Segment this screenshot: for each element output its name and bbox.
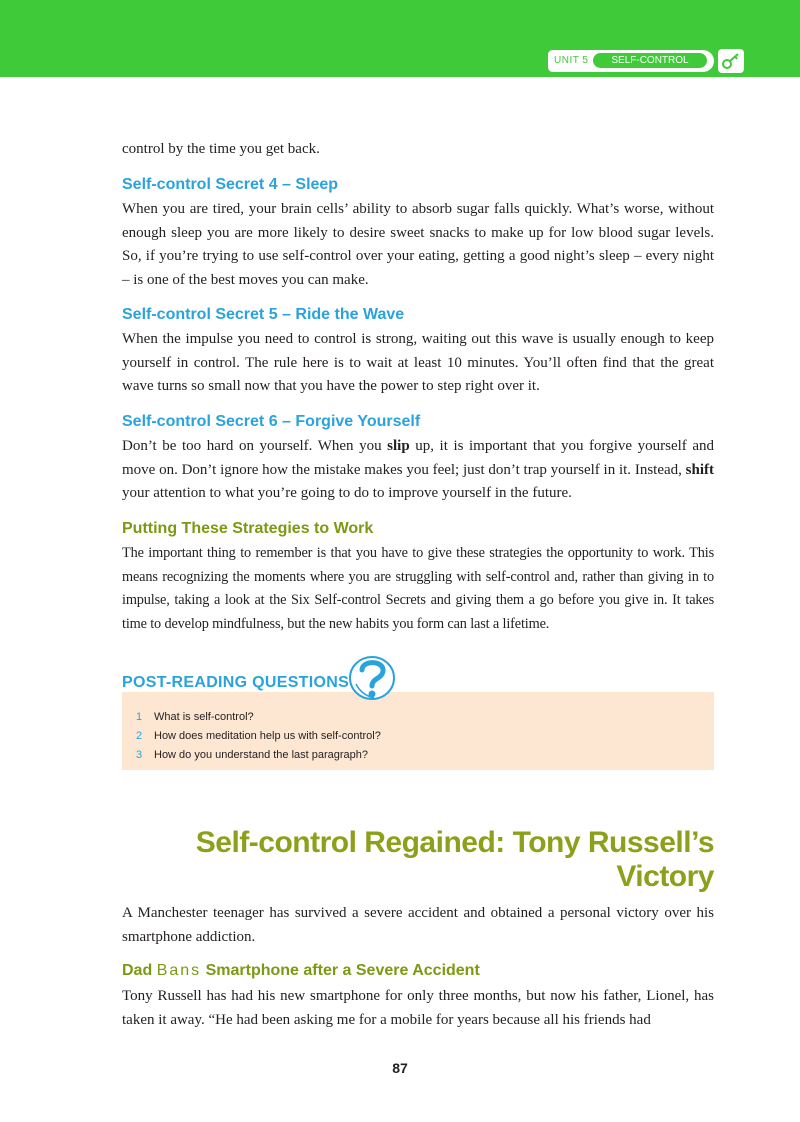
article-intro: A Manchester teenager has survived a severe accident and obtained a personal victory over his smartphone addiction. xyxy=(122,905,714,945)
unit-tab xyxy=(548,50,714,72)
subheading-part-3: Smartphone after a Severe Accident xyxy=(205,962,480,979)
secret-6-bold-shift: shift xyxy=(685,461,714,478)
secret-6-body-1: Don’t be too hard on yourself. When you xyxy=(122,438,388,454)
unit-title: SELF-CONTROL xyxy=(593,53,707,68)
subheading-part-2: Bans xyxy=(156,962,202,979)
question-1: 1 What is self-control? xyxy=(136,711,254,723)
key-badge xyxy=(718,49,744,73)
secret-6-heading-post: Yourself xyxy=(353,413,421,430)
article-body: Tony Russell has had his new smartphone for only three months, but now his father, Lionel, has taken it away. “He had been asking me for a mobile for years because all his friends had xyxy=(122,988,714,1028)
post-reading-box xyxy=(122,692,714,770)
secret-5-heading: Self-control Secret 5 – Ride the Wave xyxy=(122,306,405,323)
post-reading-title: POST-READING QUESTIONS xyxy=(122,674,350,691)
secret-6-heading-pre: Self-control Secret 6 – xyxy=(122,413,296,430)
subheading-part-1: Dad xyxy=(122,962,153,979)
strategies-heading: Putting These Strategies to Work xyxy=(122,520,374,537)
secret-6-heading xyxy=(122,413,420,431)
article-subheading xyxy=(122,962,480,980)
secret-5-body: When the impulse you need to control is strong, waiting out this wave is usually enough to keep yourself in control. The rule here is to wait at least 10 minutes. You’ll often find that the great wave turns so small now that you have the power to step right over it. xyxy=(122,331,714,394)
secret-6-heading-bold: Forgive xyxy=(295,413,354,430)
article-title: Self-control Regained: Tony Russell’s Victory xyxy=(195,826,714,893)
secret-6-body xyxy=(122,435,714,506)
question-2: 2 How does meditation help us with self-control? xyxy=(136,730,381,742)
key-icon xyxy=(721,52,741,70)
secret-6-bold-slip: slip xyxy=(387,438,410,454)
page-number: 87 xyxy=(392,1060,408,1076)
secret-4-body: When you are tired, your brain cells’ ability to absorb sugar falls quickly. What’s worse, without enough sleep you are more likely to desire sweet snacks to make up for low blood sugar levels. So, if you’re trying to use self-control over your eating, getting a good night’s sleep – every night – is one of the best moves you can make. xyxy=(122,201,714,288)
secret-4-heading: Self-control Secret 4 – Sleep xyxy=(122,176,339,193)
strategies-body: The important thing to remember is that you have to give these strategies the opportunity to work. This means recognizing the moments where you are struggling with self-control and, rather than giving in to impulse, taking a look at the Six Self-control Secrets and giving them a go before you give in. It takes time to develop mindfulness, but the new habits you form can last a lifetime. xyxy=(122,545,714,632)
unit-label: UNIT 5 xyxy=(554,55,589,66)
question-mark-icon xyxy=(348,654,398,702)
intro-fragment: control by the time you get back. xyxy=(122,141,320,157)
secret-6-body-2: up, it is important that you forgive yourself and move on. Don’t ignore how the mistake makes you feel; just don’t trap yourself in it. Instead, xyxy=(122,438,714,478)
secret-6-body-3: your attention to what you’re going to do to improve yourself in the future. xyxy=(122,485,572,501)
question-3: 3 How do you understand the last paragraph? xyxy=(136,749,369,761)
